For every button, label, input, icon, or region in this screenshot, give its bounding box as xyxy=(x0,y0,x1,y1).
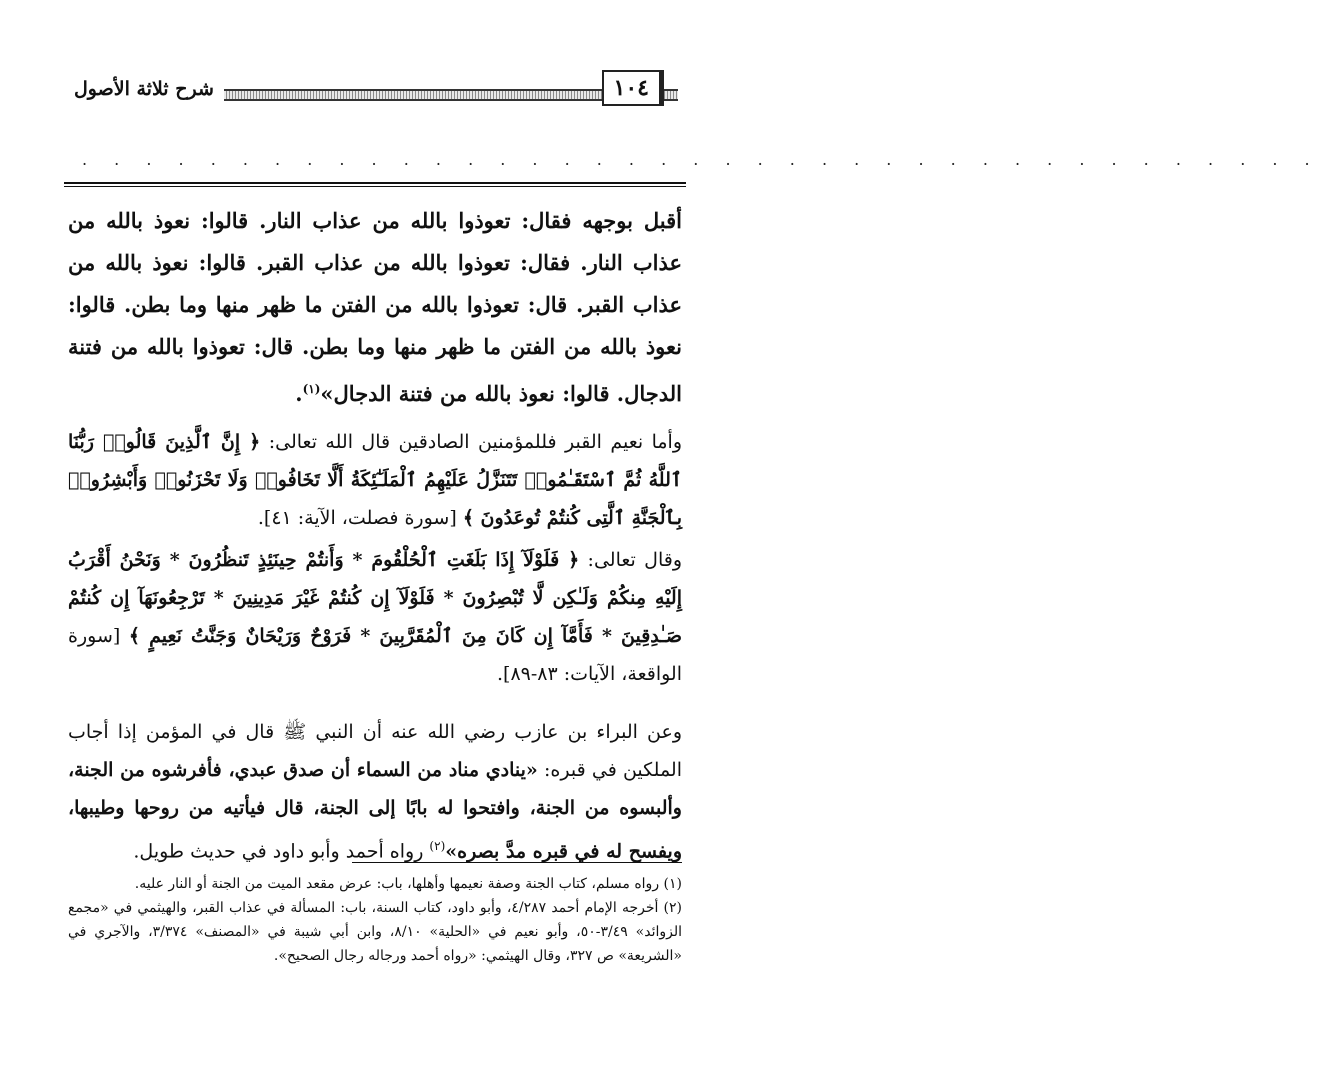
footnote-ref-1: (١) xyxy=(302,382,321,396)
book-title: شرح ثلاثة الأصول xyxy=(70,74,224,104)
top-double-rule xyxy=(64,182,686,187)
paragraph-bara-hadith xyxy=(68,713,682,870)
hadith-source: رواه أحمد وأبو داود في حديث طويل. xyxy=(133,840,424,863)
page-number: ١٠٤ xyxy=(602,70,664,106)
paragraph-end: . xyxy=(257,507,264,529)
hadith-quote: «ينادي مناد من السماء أن صدق عبدي، فأفرشوه من الجنة، وألبسوه من الجنة، وافتحوا له بابًا إلى الجنة، قال فيأتيه من روحها وطيبها، ويفسح له في قبره مدَّ بصره» xyxy=(68,759,682,863)
hadith-text: أقبل بوجهه فقال: تعوذوا بالله من عذاب النار. قالوا: نعوذ بالله من عذاب النار. فقال: تعوذوا بالله من عذاب القبر. قالوا: نعوذ بالله من عذاب القبر. قال: تعوذوا بالله من الفتن ما ظهر منها وما بطن. قالوا: نعوذ بالله من الفتن ما ظهر منها وما بطن. قال: تعوذوا بالله من فتنة الدجال. قالوا: نعوذ بالله من فتنة الدجال» xyxy=(68,208,682,406)
footnote-1: (١) رواه مسلم، كتاب الجنة وصفة نعيمها وأهلها، باب: عرض مقعد الميت من الجنة أو النار عليه. xyxy=(134,876,682,892)
intro-text: وعن البراء بن عازب رضي الله عنه أن النبي ﷺ قال في المؤمن إذا أجاب الملكين في قبره: xyxy=(68,721,683,781)
quran-verse-fussilat: ﴿ إِنَّ ٱلَّذِينَ قَالُوا۟ رَبُّنَا ٱللَّهُ ثُمَّ ٱسْتَقَـٰمُوا۟ تَتَنَزَّلُ عَلَيْهِمُ ٱلْمَلَـٰٓئِكَةُ أَلَّا تَخَافُوا۟ وَلَا تَحْزَنُوا۟ وَأَبْشِرُوا۟ بِٱلْجَنَّةِ ٱلَّتِى كُنتُمْ تُوعَدُونَ ﴾ xyxy=(68,431,682,529)
paragraph-grave-bliss xyxy=(68,423,682,537)
footnote-2: (٢) أخرجه الإمام أحمد ٤/٢٨٧، وأبو داود، كتاب السنة، باب: المسألة في عذاب القبر، والهيثمي في «مجمع الزوائد» ٣/٤٩-٥٠، وأبو نعيم في «الحلية» ٨/١٠، وابن أبي شيبة في «المصنف» ٣/٣٧٤، والآجري في «الشريعة» ص ٣٢٧، وقال الهيثمي: «رواه أحمد ورجاله رجال الصحيح». xyxy=(68,900,683,964)
separator-dots: . . . . . . . . . . . . . . . . . . . . . . . . . . . . . . . . . . . . . . . xyxy=(82,150,1321,169)
running-header xyxy=(70,74,678,104)
main-text xyxy=(68,200,682,870)
footnote-separator xyxy=(352,862,682,863)
quran-verse-waqiah: ﴿ فَلَوْلَآ إِذَا بَلَغَتِ ٱلْحُلْقُومَ * وَأَنتُمْ حِينَئِذٍ تَنظُرُونَ * وَنَحْنُ أَقْرَبُ إِلَيْهِ مِنكُمْ وَلَـٰكِن لَّا تُبْصِرُونَ * فَلَوْلَآ إِن كُنتُمْ غَيْرَ مَدِينِينَ * تَرْجِعُونَهَآ إِن كُنتُمْ صَـٰدِقِينَ * فَأَمَّآ إِن كَانَ مِنَ ٱلْمُقَرَّبِينَ * فَرَوْحٌ وَرَيْحَانٌ وَجَنَّتُ نَعِيمٍ ﴾ xyxy=(68,549,682,647)
surah-reference: [سورة الواقعة، الآيات: ٨٣-٨٩] xyxy=(68,625,682,685)
intro-text: وقال تعالى: xyxy=(587,549,682,571)
paragraph-hadith-continuation xyxy=(68,200,682,415)
intro-text: وأما نعيم القبر فللمؤمنين الصادقين قال الله تعالى: xyxy=(268,431,683,453)
surah-reference: [سورة فصلت، الآية: ٤١] xyxy=(263,507,457,529)
footnotes xyxy=(68,872,682,968)
paragraph-end: . xyxy=(496,663,504,685)
paragraph-waqiah xyxy=(68,541,682,693)
paragraph-end: . xyxy=(295,381,303,406)
footnote-ref-2: (٢) xyxy=(429,839,446,853)
